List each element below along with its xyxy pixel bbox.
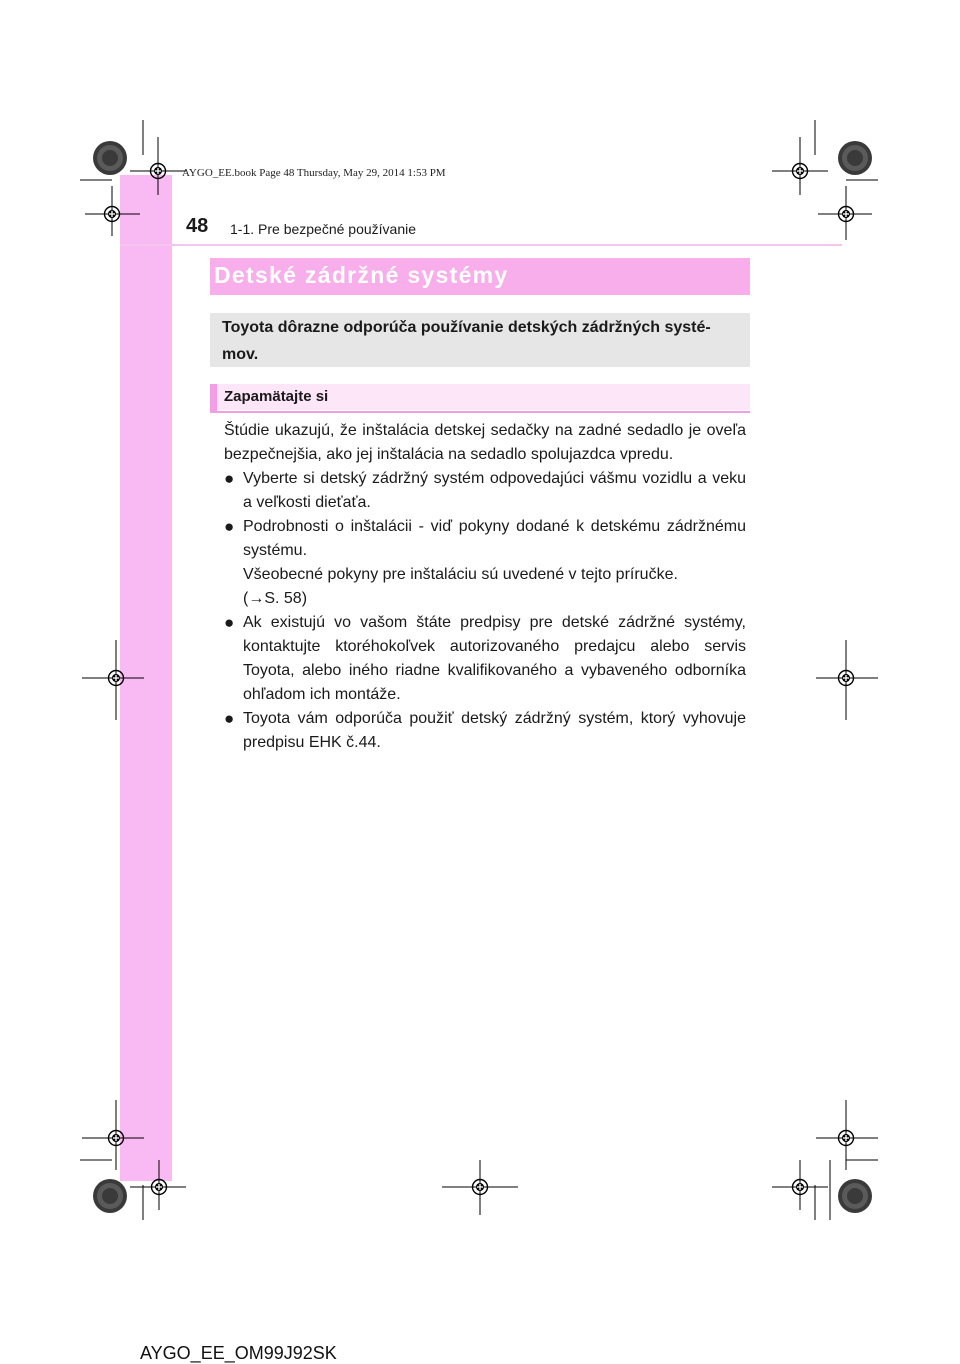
list-item-text: Podrobnosti o inštalácii - viď pokyny dodané k detskému zádržnému systému. — [243, 518, 746, 559]
body-content — [224, 419, 746, 755]
bullet-icon: ● — [224, 469, 235, 488]
book-file-info: AYGO_EE.book Page 48 Thursday, May 29, 2014 1:53 PM — [182, 167, 446, 179]
subheading-accent — [210, 384, 217, 412]
list-item — [224, 515, 746, 611]
subheading: Zapamätajte si — [224, 388, 329, 405]
list-item-text: Vyberte si detský zádržný systém odpovedajúci vášmu vozidlu a veku a veľkosti dieťaťa. — [243, 470, 746, 511]
bullet-icon: ● — [224, 709, 235, 728]
intro-text: Toyota dôrazne odporúča používanie detských zádržných systémov. — [222, 319, 711, 363]
list-item — [224, 467, 746, 515]
bullet-icon: ● — [224, 517, 235, 536]
bullet-list — [224, 467, 746, 755]
page-number: 48 — [186, 215, 209, 237]
page-title: Detské zádržné systémy — [214, 262, 509, 288]
list-item-text: Toyota vám odporúča použiť detský zádržný systém, ktorý vyhovuje predpisu EHK č.44. — [243, 710, 746, 751]
body-paragraph: Štúdie ukazujú, že inštalácia detskej sedačky na zadné sedadlo je oveľa bezpečnejšia, ako jej inštalácia na sedadlo spolujazdca vpredu. — [224, 422, 746, 463]
list-item-note: Všeobecné pokyny pre inštaláciu sú uvedené v tejto príručke. — [243, 566, 678, 583]
footer-code: AYGO_EE_OM99J92SK — [140, 1343, 337, 1363]
list-item — [224, 611, 746, 707]
bullet-icon: ● — [224, 613, 235, 632]
list-item — [224, 707, 746, 755]
list-item-text: Ak existujú vo vašom štáte predpisy pre detské zádržné systémy, kontaktujte ktoréhokoľvek autorizovaného predajcu alebo servis Toyota, alebo iného riadne kvalifikovaného a vybaveného odborníka ohľadom ich montáže. — [243, 614, 746, 703]
intro-box — [210, 313, 750, 367]
header-divider — [120, 244, 842, 246]
section-heading: 1-1. Pre bezpečné používanie — [230, 221, 417, 237]
subheading-underline — [210, 411, 750, 413]
page-reference-link[interactable]: (→S. 58) — [243, 590, 308, 607]
